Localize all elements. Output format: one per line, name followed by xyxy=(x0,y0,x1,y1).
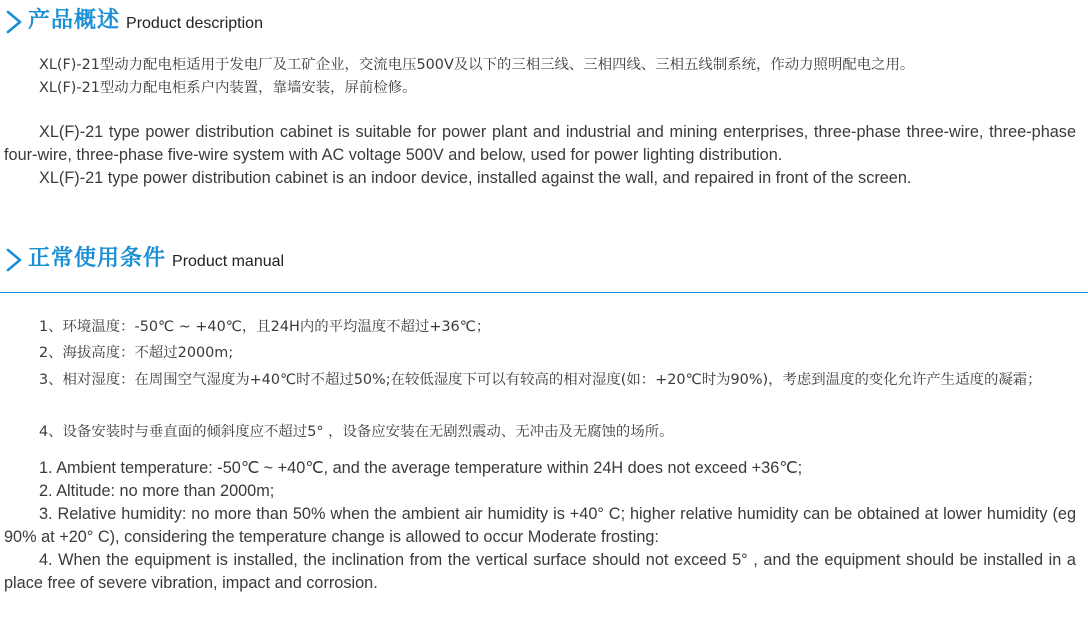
section-title-en: Product manual xyxy=(172,253,285,270)
chevron-right-icon xyxy=(4,10,24,34)
section-divider xyxy=(0,292,1088,293)
chevron-right-icon xyxy=(4,248,24,272)
description-cn-line-1: XL(F)-21型动力配电柜适用于发电厂及工矿企业，交流电压500V及以下的三相三线、三相四线、三相五线制系统，作动力照明配电之用。 xyxy=(39,57,915,73)
condition-cn-item-4: 4、设备安装时与垂直面的倾斜度应不超过5° ，设备应安装在无剧烈震动、无冲击及无腐蚀的场所。 xyxy=(39,424,674,440)
section-heading-product-manual xyxy=(4,246,284,272)
section-title-cn: 产品概述 xyxy=(28,8,121,33)
section-title-en: Product description xyxy=(126,15,263,32)
section-title-cn: 正常使用条件 xyxy=(28,246,167,271)
condition-en-item-1: 1. Ambient temperature: -50℃ ~ +40℃, and the average temperature within 24H does not exceed +36℃; xyxy=(39,459,803,477)
condition-en-item-3: 3. Relative humidity: no more than 50% when the ambient air humidity is +40° C; higher relative humidity can be obtained at lower humidity (eg 90% at +20° C), considering the temperature change is allowed to occur Moderate frosting: xyxy=(4,505,1076,546)
description-cn-line-2: XL(F)-21型动力配电柜系户内装置，靠墙安装，屏前检修。 xyxy=(39,80,417,96)
description-en-paragraph-1: XL(F)-21 type power distribution cabinet is suitable for power plant and industrial and mining enterprises, three-phase three-wire, three-phase four-wire, three-phase five-wire system with AC voltage 500V and below, used for power lighting distribution. xyxy=(4,123,1076,164)
description-en-paragraph-2: XL(F)-21 type power distribution cabinet is an indoor device, installed against the wall, and repaired in front of the screen. xyxy=(39,169,912,187)
section-heading-product-description xyxy=(4,8,263,34)
condition-cn-item-3: 3、相对湿度：在周围空气湿度为+40℃时不超过50%;在较低湿度下可以有较高的相对湿度(如：+20℃时为90%)，考虑到温度的变化允许产生适度的凝霜； xyxy=(39,372,1042,388)
condition-en-item-4: 4. When the equipment is installed, the inclination from the vertical surface should not exceed 5° , and the equipment should be installed in a place free of severe vibration, impact and corrosion. xyxy=(4,551,1076,592)
condition-cn-item-1: 1、环境温度：-50℃ ~ +40℃，且24H内的平均温度不超过+36℃； xyxy=(39,319,491,335)
condition-en-item-2: 2. Altitude: no more than 2000m; xyxy=(39,482,275,500)
condition-cn-item-2: 2、海拔高度：不超过2000m; xyxy=(39,345,234,361)
